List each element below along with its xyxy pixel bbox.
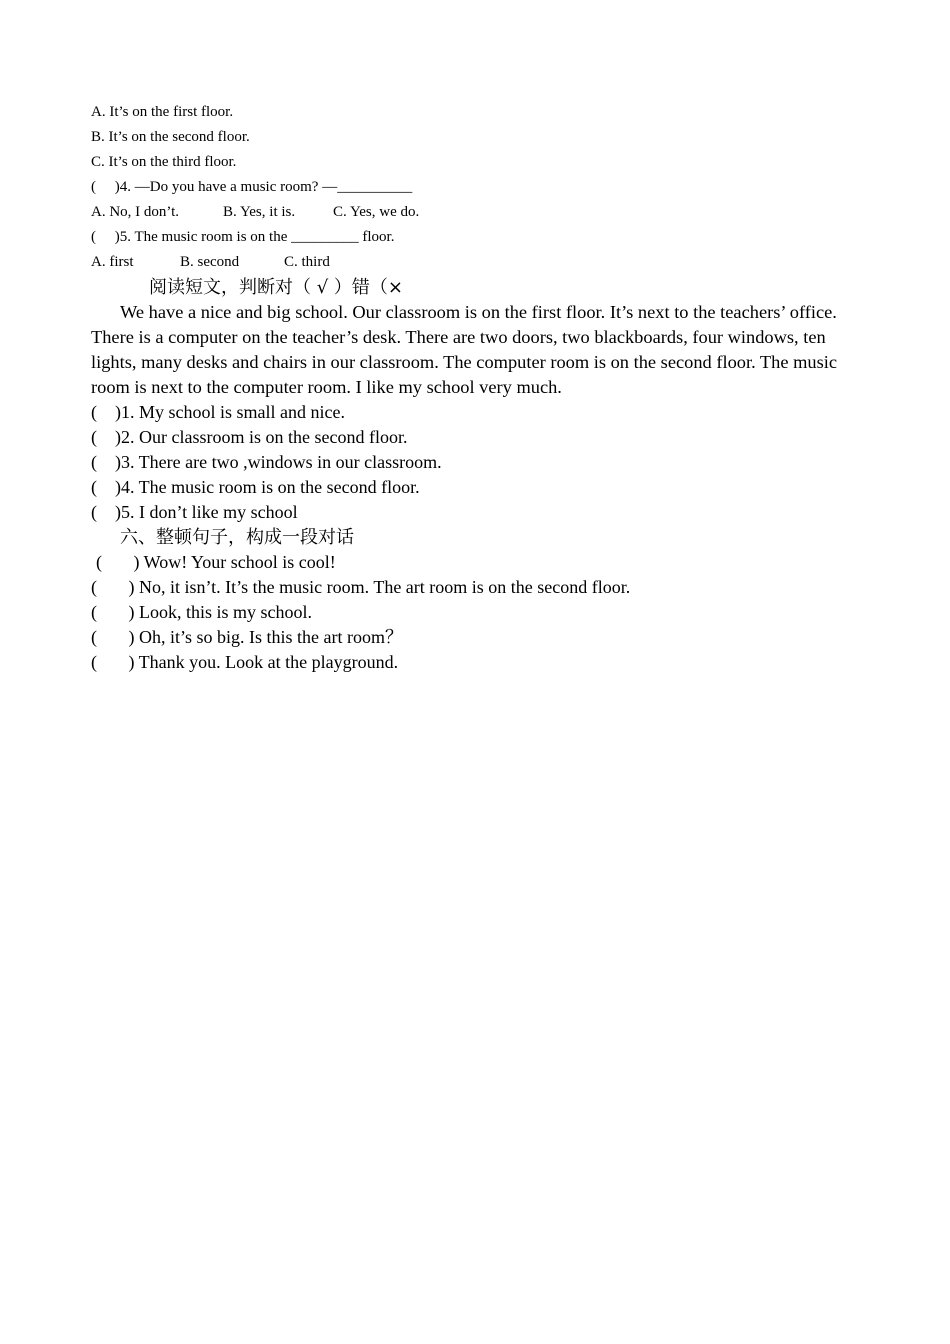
q4-options [91, 200, 861, 225]
document-page [91, 100, 861, 675]
section-5-heading: 阅读短文，判断对（ √ ）错（× [149, 277, 403, 298]
q5-option-b: B. second [180, 254, 240, 270]
q5-option-a: A. first [91, 254, 134, 270]
q4-question: ( )4. —Do you have a music room? —__________ [91, 179, 413, 195]
judge-item-4: ( )4. The music room is on the second floor. [91, 477, 420, 497]
dialogue-item-5: ( ) Thank you. Look at the playground. [91, 652, 399, 672]
dialogue-item-4: ( ) Oh, it’s so big. Is this the art room？ [91, 627, 403, 647]
q3-option-c: C. It’s on the third floor. [91, 154, 237, 170]
q4-option-a: A. No, I don’t. [91, 204, 180, 220]
dialogue-item-1: ( ) Wow! Your school is cool! [96, 552, 336, 572]
q4-option-b: B. Yes, it is. [223, 204, 296, 220]
judge-item-3: ( )3. There are two ,windows in our classroom. [91, 452, 442, 472]
judge-item-2: ( )2. Our classroom is on the second floor. [91, 427, 408, 447]
q5-options [91, 250, 861, 275]
dialogue-item-3: ( ) Look, this is my school. [91, 602, 312, 622]
q5-question: ( )5. The music room is on the _________ floor. [91, 229, 395, 245]
dialogue-item-2: ( ) No, it isn’t. It’s the music room. The art room is on the second floor. [91, 577, 631, 597]
judge-item-5: ( )5. I don’t like my school [91, 502, 298, 522]
q3-option-a: A. It’s on the first floor. [91, 104, 234, 120]
q3-option-b: B. It’s on the second floor. [91, 129, 250, 145]
q5-option-c: C. third [284, 254, 330, 270]
reading-passage: We have a nice and big school. Our classroom is on the first floor. It’s next to the teachers’ office. There is a computer on the teacher’s desk. There are two doors, two blackboards, four windows, ten lights, many desks and chairs in our classroom. The computer room is on the second floor. The music room is next to the computer room. I like my school very much. [91, 302, 838, 397]
q4-option-c: C. Yes, we do. [333, 204, 420, 220]
judge-item-1: ( )1. My school is small and nice. [91, 402, 345, 422]
section-6-heading: 六、整顿句子，构成一段对话 [120, 527, 354, 548]
